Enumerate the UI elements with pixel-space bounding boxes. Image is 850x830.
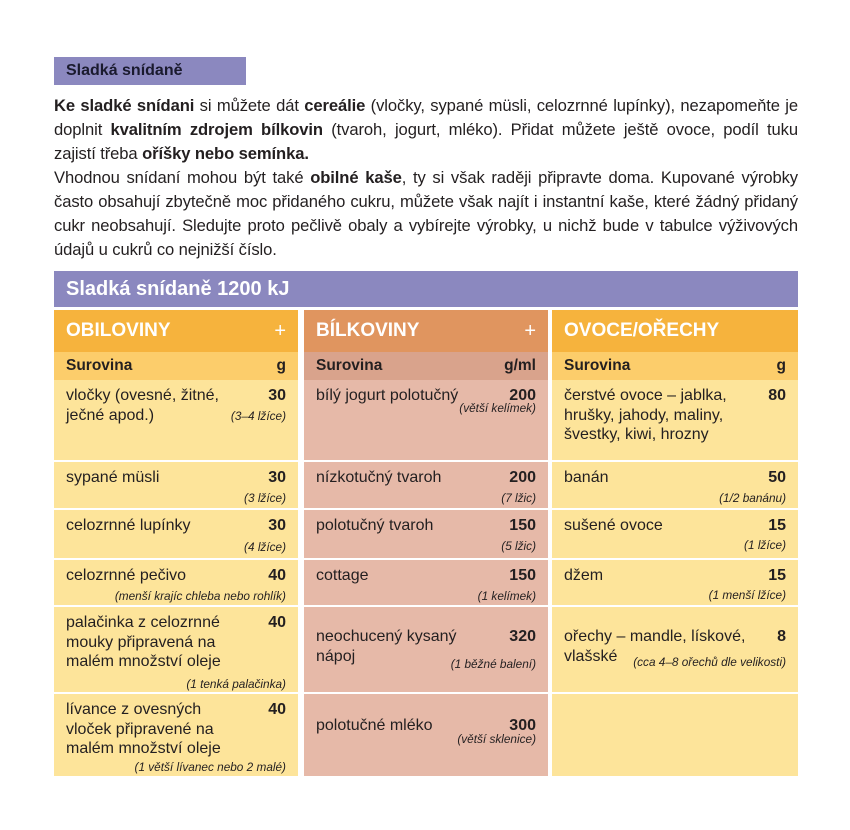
intro-bold-text: cereálie [304,96,366,115]
ingredient-name: polotučné mléko [316,717,433,734]
portion-note: (3 lžíce) [244,491,286,505]
table-row [304,380,548,462]
column-obiloviny [54,310,298,776]
column-subheader [552,352,798,380]
ingredient-quantity: 30 [268,517,286,534]
ingredient-quantity: 150 [509,517,536,534]
intro-text-segment: (vločky, sypané müsli, celozrnné lupínky), nezapomeňte je doplnit [54,96,798,139]
ingredient-quantity: 50 [768,469,786,486]
table-row [54,694,298,776]
table-row [304,607,548,694]
ingredient-name: cottage [316,567,369,584]
intro-bold-text: Ke sladké snídani [54,96,195,115]
ingredient-name: neochucený kysaný nápoj [316,628,457,665]
ingredient-name: banán [564,469,609,486]
portion-note: (5 lžic) [501,539,536,553]
intro-bold-text: oříšky nebo semínka. [142,144,309,163]
ingredient-quantity: 300 [509,717,536,734]
column-header-label: OBILOVINY [66,320,171,341]
table-row [552,462,798,510]
portion-note: (větší sklenice) [457,732,536,746]
intro-text-segment: Vhodnou snídaní mohou být také [54,168,311,187]
ingredient-name: polotučný tvaroh [316,517,434,534]
portion-note: (1 lžíce) [744,538,786,552]
portion-note: (1 větší lívanec nebo 2 malé) [134,760,286,774]
subheader-unit: g [776,357,786,374]
ingredient-name: čerstvé ovoce – jablka, hrušky, jahody, maliny, švestky, kiwi, hrozny [564,387,727,443]
subheader-ingredient: Surovina [564,357,631,374]
subheader-unit: g/ml [504,357,536,374]
intro-paragraph-1 [54,94,798,166]
portion-note: (1 běžné balení) [450,657,536,671]
table-row [304,560,548,607]
table-row [304,510,548,560]
column-subheader [54,352,298,380]
ingredient-quantity: 30 [268,387,286,404]
ingredient-quantity: 8 [777,628,786,645]
ingredient-name: celozrnné pečivo [66,567,187,584]
ingredient-name: nízkotučný tvaroh [316,469,442,486]
ingredient-quantity: 15 [768,567,786,584]
ingredient-quantity: 320 [509,628,536,645]
subheader-ingredient: Surovina [66,357,133,374]
column-header [54,310,298,352]
ingredient-name: bílý jogurt polotučný [316,387,459,404]
column-subheader [304,352,548,380]
table-row [552,560,798,607]
ingredient-quantity: 40 [268,567,286,584]
ingredient-name: lívance z ovesných vloček připravené na malém množství oleje [66,701,221,757]
ingredient-quantity: 15 [768,517,786,534]
intro-bold-text: obilné kaše [310,168,402,187]
ingredient-quantity: 30 [268,469,286,486]
ingredient-quantity: 200 [509,469,536,486]
column-ovoce-orechy [552,310,798,776]
column-header [552,310,798,352]
ingredient-name: celozrnné lupínky [66,517,191,534]
intro-bold-text: kvalitním zdrojem bílkovin [110,120,323,139]
intro-text-segment: (tvaroh, jogurt, mléko). Přidat můžete ještě ovoce, podíl tuku zajistí třeba [54,120,798,163]
intro-paragraph-2 [54,166,798,262]
portion-note: (4 lžíce) [244,540,286,554]
ingredient-quantity: 150 [509,567,536,584]
table-row [54,560,298,607]
intro-text-segment: si můžete dát [194,96,305,115]
table-row [552,694,798,776]
ingredient-name: palačinka z celozrnné mouky připravená na malém množství oleje [66,614,221,670]
portion-note: (7 lžic) [501,491,536,505]
ingredient-name: sypané müsli [66,469,160,486]
portion-note: (1/2 banánu) [719,491,786,505]
intro-text-segment: , ty si však raději připravte doma. Kupované výrobky často obsahují zbytečně moc přidaného cukru, můžete však najít i instantní kaše, které žádný přidaný cukr neobsahují. Sledujte proto pečlivě obaly a vybírejte výrobky, u nichž bude v tabulce výživových údajů u cukrů co nejnižší číslo. [54,168,798,259]
subheader-ingredient: Surovina [316,357,383,374]
table-row [54,510,298,560]
column-header [304,310,548,352]
table-row [54,462,298,510]
table-row [54,380,298,462]
column-bilkoviny [304,310,548,776]
portion-note: (1 menší lžíce) [708,588,786,602]
portion-note: (3–4 lžíce) [230,409,286,423]
portion-note: (menší krajíc chleba nebo rohlík) [114,589,286,603]
ingredient-name: džem [564,567,604,584]
table-row [552,607,798,694]
plus-sign: + [274,320,286,342]
ingredient-quantity: 200 [509,387,536,404]
column-header-label: BÍLKOVINY [316,320,420,341]
table-row [552,510,798,560]
table-row [304,694,548,776]
ingredient-quantity: 80 [768,387,786,404]
portion-note: (1 tenká palačinka) [186,677,286,691]
table-row [54,607,298,694]
table-row [552,380,798,462]
intro-text [54,94,798,262]
column-header-label: OVOCE/OŘECHY [564,320,720,341]
ingredient-quantity: 40 [268,701,286,718]
table-title: Sladká snídaně 1200 kJ [54,271,798,307]
portion-note: (větší kelímek) [459,401,536,415]
subheader-unit: g [276,357,286,374]
portion-note: (1 kelímek) [477,589,536,603]
ingredient-quantity: 40 [268,614,286,631]
portion-note: (cca 4–8 ořechů dle velikosti) [633,655,786,669]
ingredient-name: vločky (ovesné, žitné, ječné apod.) [66,387,219,424]
ingredient-name: ořechy – mandle, lískové, vlašské [564,628,746,665]
table-row [304,462,548,510]
plus-sign: + [524,320,536,342]
section-label: Sladká snídaně [54,57,246,85]
ingredient-name: sušené ovoce [564,517,663,534]
